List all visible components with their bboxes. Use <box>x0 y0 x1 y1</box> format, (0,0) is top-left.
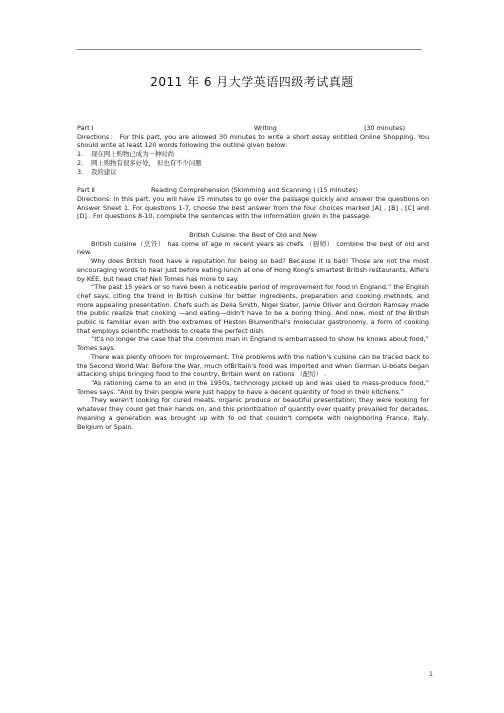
outline-item <box>77 168 429 177</box>
outline-item <box>77 159 429 168</box>
outline-text: 网上购物有很多好处， 但也有不少问题 <box>91 158 202 167</box>
article-paragraph: Why does British food have a reputation for being so bad? Because it is bad! Those are not the most encouraging words to hear just before eating lunch at one of Hong Kong's smartest British restaurants, Alfie's by KEE, but head chef Neil Tomes has more to say. <box>77 257 429 283</box>
part2-heading <box>77 186 429 195</box>
part1-heading <box>77 124 429 133</box>
document-body <box>77 124 429 431</box>
part2-section: Reading Comprehension (Skimming and Scanning ) <box>151 186 316 195</box>
article-paragraph: “As rationing came to an end in the 1950s, technology picked up and was used to mass-produce food,” Tomes says. “And by then people were just happy to have a decent quantity of food in their kitchens.” <box>77 378 429 396</box>
article-paragraph: “The past 15 years or so have been a noticeable period of improvement for food in England,” the English chef says, citing the trend in British cuisine for better ingredients, preparation and cooking methods, and more appealing presentation. Chefs such as Delia Smith, Nigel Slater, Jamie Oliver and Gordon Ramsay made the public realize that cooking —and eating—didn't have to be a boring thing. And now, most of the British public is familiar even with the extremes of Heston Blumenthal's molecular gastronomy, a form of cooking that employs scientific methods to create the perfect dish. <box>77 283 429 335</box>
part2-directions: Directions: In this part, you will have 15 minutes to go over the passage quickly and answer the questions on Answer Sheet 1. For questions 1-7, choose the best answer from the four choices marked [A] , [B] , [C] and [D] . For questions 8-10, complete the sentences with the information given in the passage. <box>77 194 429 221</box>
part1-directions: Directions： For this part, you are allowed 30 minutes to write a short essay entitled Online Shopping. You should write at least 120 words following the outline given below: <box>77 132 429 150</box>
outline-item <box>77 150 429 159</box>
exam-title: 2011 年 6 月大学英语四级考试真题 <box>150 75 354 90</box>
part2-label: Part Ⅱ <box>77 186 95 195</box>
page-number: 1 <box>428 670 433 678</box>
header-rule <box>76 49 422 50</box>
outline-text: 我的建议 <box>91 167 117 176</box>
outline-number: 2. <box>77 158 84 167</box>
part1-label: Part I <box>77 124 94 132</box>
part1-time: (30 minutes) <box>364 124 406 132</box>
part1-section: Writing <box>254 124 277 132</box>
outline-number: 1. <box>77 150 84 159</box>
article-paragraph: British cuisine（烹饪） has come of age in recent years as chefs （厨师） combine the best of old and new. <box>77 239 429 257</box>
article-paragraph: They weren't looking for cured meats, organic produce or beautiful presentation; they were looking for whatever they could get their hands on, and this prioritization of quantity over quality prevailed for decades, meaning a generation was brought up with fo od that couldn't compete with neighboring France, Italy, Belgium or Spain. <box>77 396 429 431</box>
article-paragraph: There was plenty ofroom for improvement. The problems with the nation's cuisine can be traced back to the Second World War. Before the War, much ofBritain's food was imported and when German U-boats began attacking ships bringing food to the country, Britain went on rations （配给） . <box>77 352 429 379</box>
article-title: British Cuisine: the Best of Old and New <box>189 231 317 240</box>
outline-number: 3. <box>77 167 84 176</box>
part2-time: (15 minutes) <box>317 186 359 195</box>
article-paragraph: “It's no longer the case that the common man in England is embarrassed to show he knows about food,” Tomes says. <box>77 335 429 353</box>
outline-text: 现在网上购物已成为一种时尚 <box>91 150 175 159</box>
